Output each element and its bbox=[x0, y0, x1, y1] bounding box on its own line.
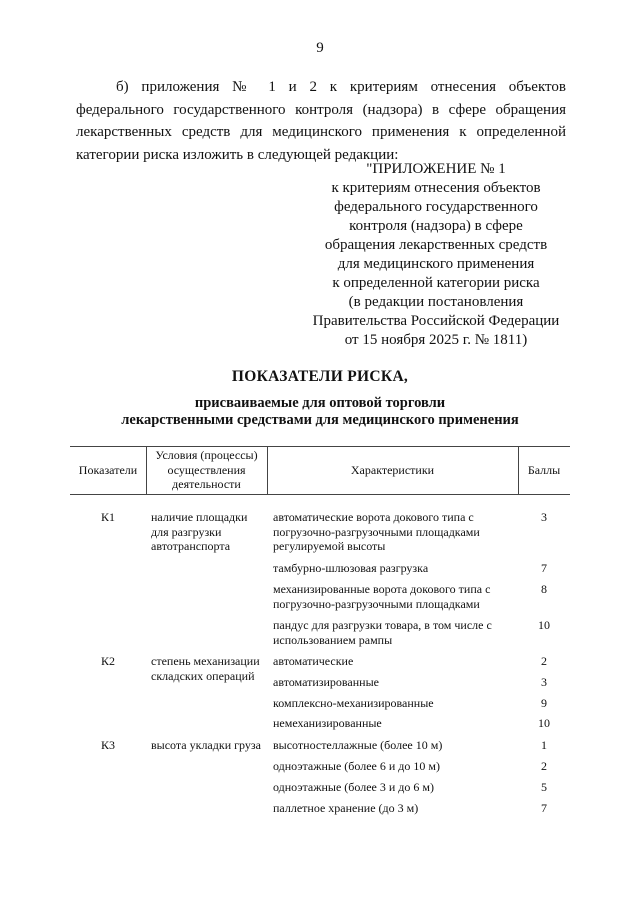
points-value: 3 bbox=[541, 510, 547, 524]
indicator-condition: наличие площадки для разгрузки автотранспорта bbox=[151, 510, 248, 553]
points-value: 2 bbox=[541, 654, 547, 668]
characteristic: паллетное хранение (до 3 м) bbox=[273, 801, 419, 815]
appendix-line: "ПРИЛОЖЕНИЕ № 1 bbox=[366, 161, 506, 177]
characteristic: немеханизированные bbox=[273, 716, 382, 730]
indicator-condition: степень механизации складских операций bbox=[151, 654, 260, 683]
points-value: 3 bbox=[541, 675, 547, 689]
characteristic: механизированные ворота докового типа с погрузочно-разгрузочными площадками bbox=[273, 582, 491, 611]
appendix-line: от 15 ноября 2025 г. № 1811) bbox=[344, 332, 528, 348]
indicator-code: К2 bbox=[100, 654, 115, 668]
points-value: 9 bbox=[541, 696, 547, 710]
appendix-line: Правительства Российской Федерации bbox=[312, 313, 560, 329]
appendix-line: федерального государственного bbox=[334, 199, 538, 215]
points-value: 10 bbox=[538, 716, 550, 730]
appendix-line: к критериям отнесения объектов bbox=[331, 180, 541, 196]
appendix-line: контроля (надзора) в сфере bbox=[349, 218, 523, 234]
points-value: 1 bbox=[541, 738, 547, 752]
characteristic: автоматические ворота докового типа с погрузочно-разгрузочными площадками регулируемой высоты bbox=[273, 510, 480, 553]
points-value: 8 bbox=[541, 582, 547, 596]
points-value: 2 bbox=[541, 759, 547, 773]
appendix-line: для медицинского применения bbox=[337, 256, 535, 272]
page-number: 9 bbox=[316, 40, 324, 56]
appendix-line: обращения лекарственных средств bbox=[324, 237, 548, 253]
header-characteristics: Характеристики bbox=[350, 462, 435, 477]
indicator-condition: высота укладки груза bbox=[151, 738, 261, 752]
characteristic: пандус для разгрузки товара, в том числе с использованием рампы bbox=[273, 618, 492, 647]
points-value: 7 bbox=[541, 801, 547, 815]
header-points: Баллы bbox=[527, 462, 561, 477]
appendix-line: (в редакции постановления bbox=[348, 294, 524, 310]
indicator-code: К3 bbox=[100, 738, 115, 752]
points-value: 5 bbox=[541, 780, 547, 794]
characteristic: тамбурно-шлюзовая разгрузка bbox=[273, 561, 429, 575]
header-indicator: Показатели bbox=[78, 462, 138, 477]
characteristic: одноэтажные (более 3 и до 6 м) bbox=[273, 780, 434, 794]
characteristic: автоматические bbox=[273, 654, 354, 668]
characteristic: автоматизированные bbox=[273, 675, 379, 689]
characteristic: комплексно-механизированные bbox=[273, 696, 434, 710]
table-header-border bbox=[70, 494, 570, 495]
characteristic: высотностеллажные (более 10 м) bbox=[273, 738, 443, 752]
appendix-line: к определенной категории риска bbox=[332, 275, 540, 291]
subtitle-line: присваиваемые для оптовой торговли bbox=[194, 395, 446, 411]
indicator-code: К1 bbox=[100, 510, 115, 524]
characteristic: одноэтажные (более 6 и до 10 м) bbox=[273, 759, 440, 773]
subtitle-line: лекарственными средствами для медицинского применения bbox=[121, 412, 519, 428]
header-conditions: Условия (процессы) осуществления деятельности bbox=[155, 448, 258, 492]
intro-paragraph: б) приложения № 1 и 2 к критериям отнесения объектов федерального государственного контроля (надзора) в сфере обращения лекарственных средств для медицинского применения к определенной категории риска изложить в следующей редакции: bbox=[76, 79, 566, 163]
points-value: 10 bbox=[538, 618, 550, 632]
document-title: ПОКАЗАТЕЛИ РИСКА, bbox=[231, 368, 409, 385]
points-value: 7 bbox=[541, 561, 547, 575]
